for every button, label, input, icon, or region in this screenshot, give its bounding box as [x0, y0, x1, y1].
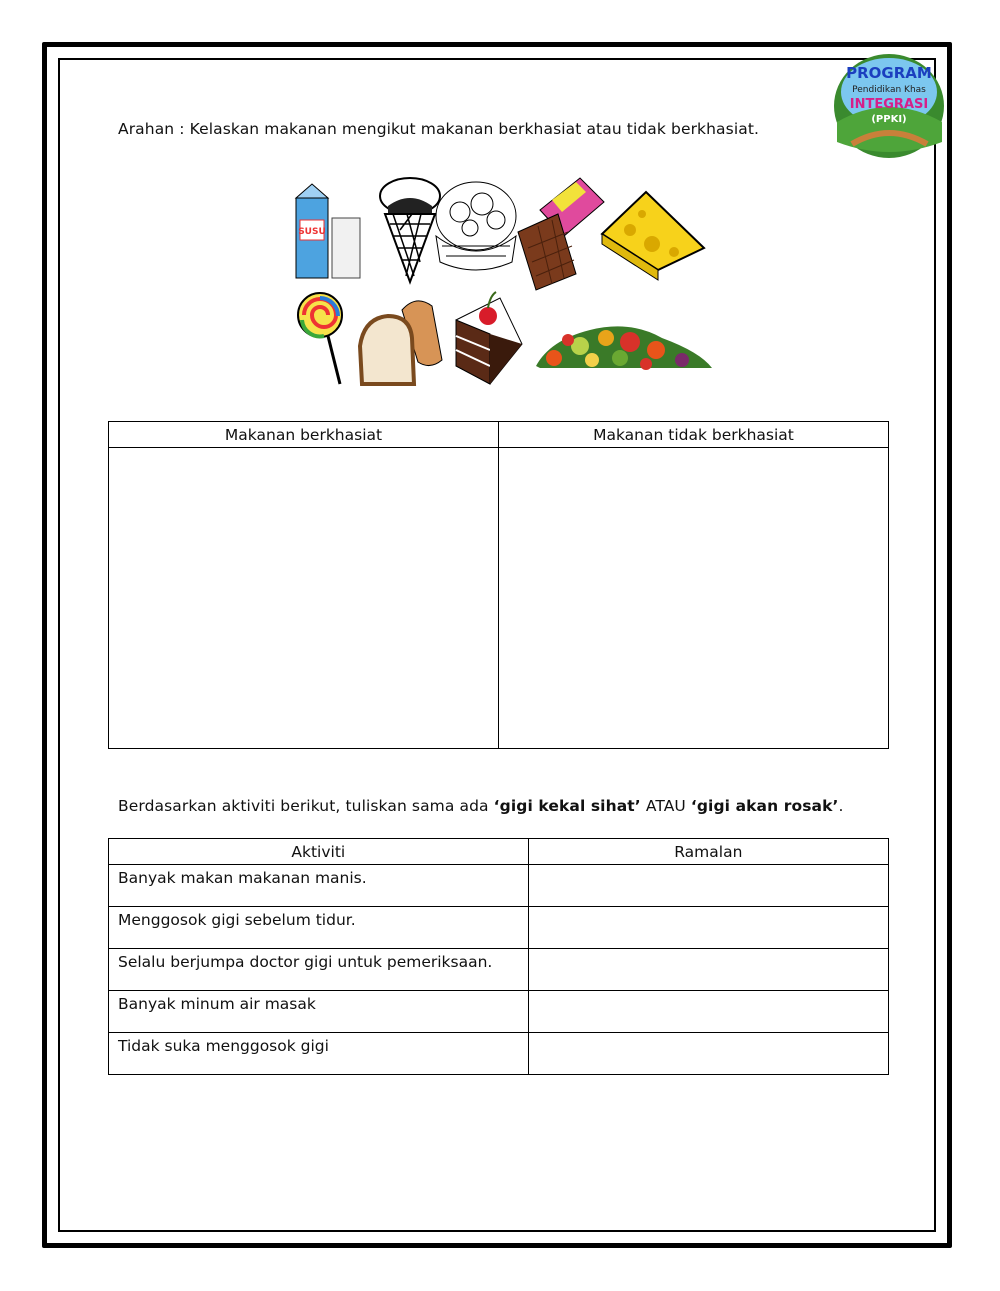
prediction-input[interactable]	[528, 991, 888, 1033]
ice-cream-icon	[380, 178, 440, 282]
activity-cell: Tidak suka menggosok gigi	[109, 1033, 529, 1075]
prediction-input[interactable]	[528, 949, 888, 991]
table-row	[109, 991, 889, 1033]
prediction-input[interactable]	[528, 907, 888, 949]
chocolate-icon	[518, 178, 604, 290]
fruit-basket-icon	[436, 182, 516, 270]
header-activity: Aktiviti	[109, 839, 529, 865]
nutritious-drop-area[interactable]	[109, 448, 499, 749]
svg-text:(PPKI): (PPKI)	[871, 114, 907, 125]
activity-table	[108, 838, 889, 1075]
activity-cell: Banyak minum air masak	[109, 991, 529, 1033]
svg-text:PROGRAM: PROGRAM	[846, 64, 932, 82]
lollipop-icon	[298, 293, 342, 384]
cake-icon	[456, 292, 522, 384]
header-nutritious: Makanan berkhasiat	[109, 422, 499, 448]
prediction-input[interactable]	[528, 865, 888, 907]
classification-table	[108, 421, 889, 749]
table-row	[109, 907, 889, 949]
activity-cell: Menggosok gigi sebelum tidur.	[109, 907, 529, 949]
header-prediction: Ramalan	[528, 839, 888, 865]
svg-text:SUSU: SUSU	[298, 227, 326, 237]
prediction-input[interactable]	[528, 1033, 888, 1075]
ppki-logo	[832, 52, 946, 160]
svg-text:INTEGRASI: INTEGRASI	[849, 97, 929, 112]
food-illustrations	[290, 170, 715, 390]
activity-cell: Selalu berjumpa doctor gigi untuk pemeriksaan.	[109, 949, 529, 991]
activity-cell: Banyak makan makanan manis.	[109, 865, 529, 907]
instruction-classify: Arahan : Kelaskan makanan mengikut makanan berkhasiat atau tidak berkhasiat.	[118, 120, 760, 138]
cheese-icon	[602, 192, 704, 280]
table-row	[109, 1033, 889, 1075]
instruction-teeth: Berdasarkan aktiviti berikut, tuliskan sama ada ‘gigi kekal sihat’ ATAU ‘gigi akan rosak’.	[118, 797, 844, 815]
bread-icon	[360, 301, 442, 384]
svg-text:Pendidikan Khas: Pendidikan Khas	[852, 85, 926, 95]
table-row	[109, 949, 889, 991]
table-row	[109, 865, 889, 907]
milk-carton-icon	[296, 184, 360, 278]
not-nutritious-drop-area[interactable]	[499, 448, 889, 749]
header-not-nutritious: Makanan tidak berkhasiat	[499, 422, 889, 448]
vegetables-icon	[536, 326, 712, 370]
